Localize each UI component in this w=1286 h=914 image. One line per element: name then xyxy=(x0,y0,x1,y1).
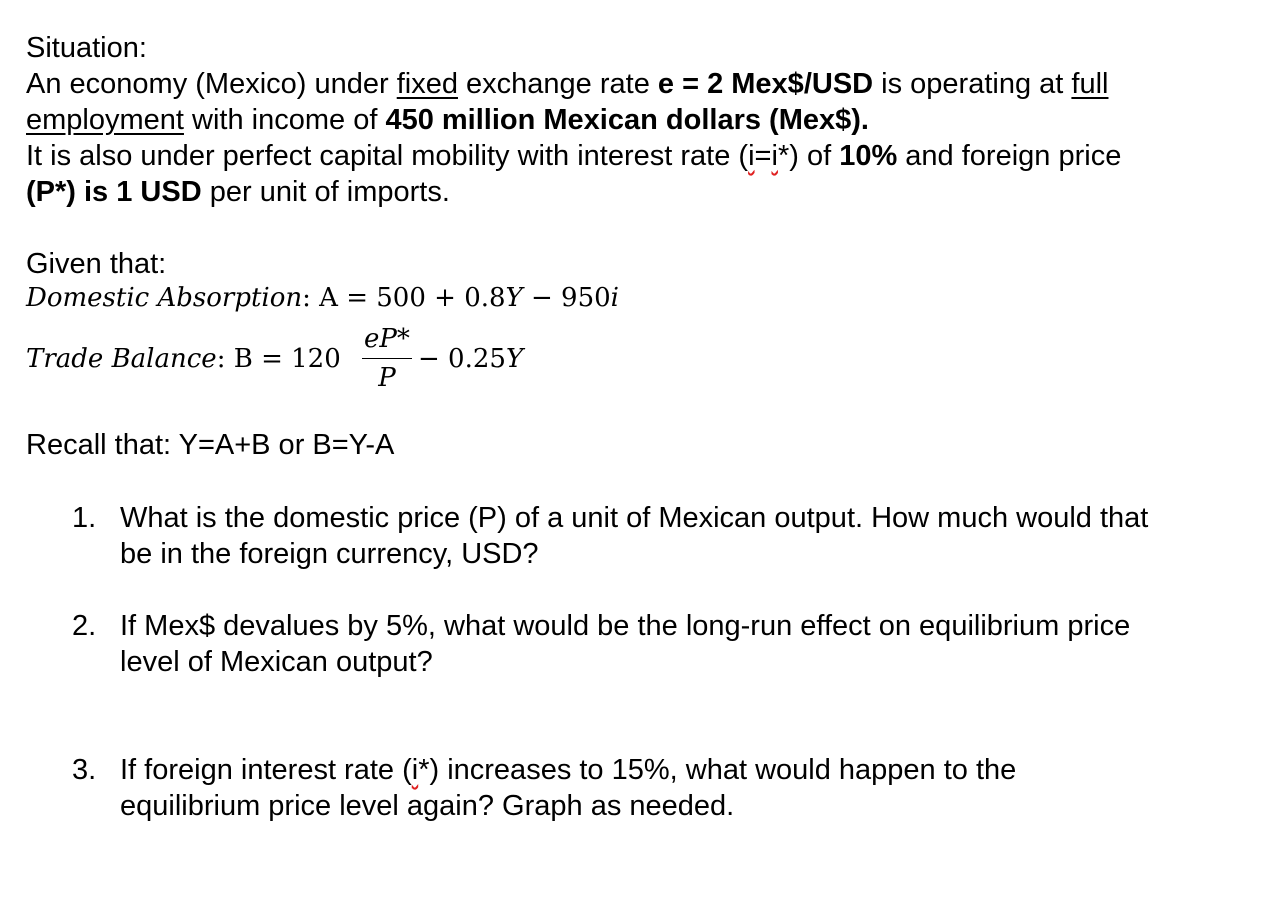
employment-underlined: employment xyxy=(26,104,184,136)
foreign-price-value: (P*) is 1 USD xyxy=(26,176,202,208)
absorption-equation: Domestic Absorption: A = 500 + 0.8Y − 950i xyxy=(26,283,619,313)
situation-heading: Situation: xyxy=(26,32,147,64)
fraction-denominator: P xyxy=(378,363,396,393)
situation-line-3: It is also under perfect capital mobility with interest rate (i=i*) of 10% and foreign price xyxy=(26,140,1122,172)
price-ratio-fraction xyxy=(362,322,412,395)
situation-line-4: (P*) is 1 USD per unit of imports. xyxy=(26,176,450,208)
question-1: 1. What is the domestic price (P) of a unit of Mexican output. How much would that be in the foreign currency, USD? xyxy=(72,502,1149,570)
spell-flag-i: i xyxy=(748,140,755,172)
question-2: 2. If Mex$ devalues by 5%, what would be the long-run effect on equilibrium price level of Mexican output? xyxy=(72,610,1131,678)
document-body xyxy=(26,30,1266,822)
spell-flag-i-star-q3: i xyxy=(411,754,419,786)
situation-line-1: An economy (Mexico) under fixed exchange rate e = 2 Mex$/USD is operating at full xyxy=(26,68,1109,100)
question-list xyxy=(72,500,1272,572)
given-heading: Given that: xyxy=(26,248,167,280)
question-list xyxy=(72,608,1272,680)
full-underlined: full xyxy=(1071,68,1109,100)
income-value: 450 million Mexican dollars (Mex$). xyxy=(385,104,869,136)
recall-line: Recall that: Y=A+B or B=Y-A xyxy=(26,429,395,461)
trade-balance-equation: Trade Balance: B = 120 eP* P − 0.25Y xyxy=(26,324,524,393)
question-list xyxy=(72,752,1272,824)
question-3: 3. If foreign interest rate (i*) increases to 15%, what would happen to the equilibrium price level again? Graph as needed. xyxy=(72,754,1017,822)
fraction-numerator: eP* xyxy=(364,324,410,354)
situation-line-2: employment with income of 450 million Mexican dollars (Mex$). xyxy=(26,104,869,136)
fraction-bar xyxy=(362,358,412,359)
spell-flag-i-star: i xyxy=(771,140,778,172)
interest-rate-value: 10% xyxy=(839,140,898,172)
exchange-rate-value: e = 2 Mex$/USD xyxy=(657,68,874,100)
fixed-underlined: fixed xyxy=(396,68,458,100)
